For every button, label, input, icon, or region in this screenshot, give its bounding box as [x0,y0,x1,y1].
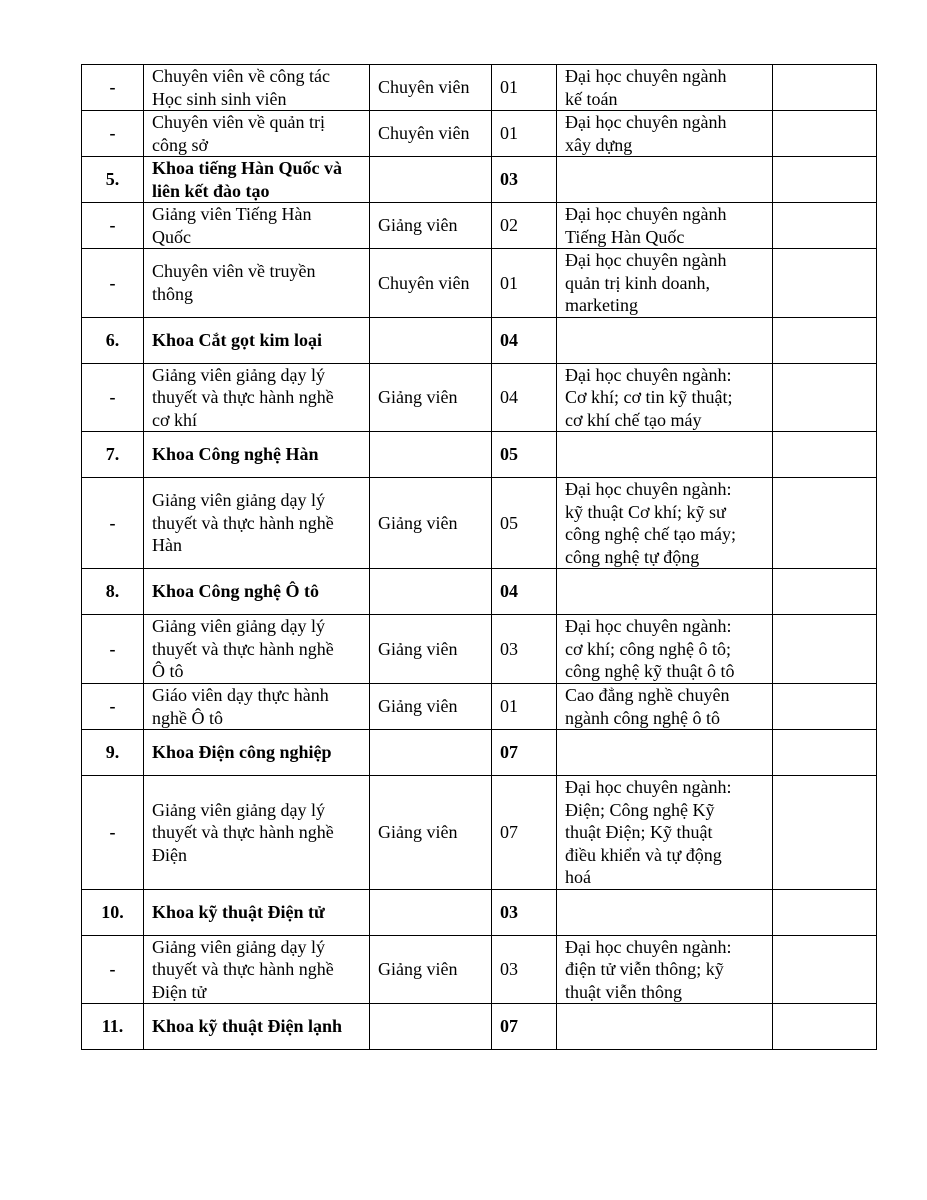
position-title-cell [370,889,492,935]
row-number-cell: 10. [82,889,144,935]
note-cell [773,157,877,203]
row-number-cell: - [82,249,144,318]
note-cell [773,203,877,249]
quantity-cell: 03 [492,615,557,684]
quantity-cell: 01 [492,111,557,157]
section-row [82,432,877,478]
quantity-cell: 02 [492,203,557,249]
position-title-cell: Chuyên viên [370,249,492,318]
unit-or-role-name-cell: Khoa Điện công nghiệp [144,730,370,776]
note-cell [773,478,877,569]
note-cell [773,730,877,776]
quantity-cell: 05 [492,478,557,569]
position-title-cell: Giảng viên [370,363,492,432]
table-row [82,65,877,111]
qualification-requirement-cell: Đại học chuyên ngành: kỹ thuật Cơ khí; kỹ sư công nghệ chế tạo máy; công nghệ tự động [557,478,773,569]
note-cell [773,65,877,111]
quantity-cell: 07 [492,730,557,776]
quantity-cell: 03 [492,157,557,203]
qualification-requirement-cell: Đại học chuyên ngành: điện tử viễn thông; kỹ thuật viễn thông [557,935,773,1004]
unit-or-role-name-cell: Khoa Cắt gọt kim loại [144,317,370,363]
row-number-cell: 11. [82,1004,144,1050]
unit-or-role-name-cell: Khoa Công nghệ Hàn [144,432,370,478]
quantity-cell: 07 [492,776,557,890]
quantity-cell: 01 [492,249,557,318]
position-title-cell: Giảng viên [370,615,492,684]
unit-or-role-name-cell: Giảng viên Tiếng Hàn Quốc [144,203,370,249]
note-cell [773,776,877,890]
quantity-cell: 04 [492,363,557,432]
note-cell [773,317,877,363]
position-title-cell: Giảng viên [370,203,492,249]
section-row [82,730,877,776]
row-number-cell: - [82,203,144,249]
quantity-cell: 03 [492,935,557,1004]
table-row [82,111,877,157]
row-number-cell: 9. [82,730,144,776]
note-cell [773,684,877,730]
table-row [82,935,877,1004]
quantity-cell: 04 [492,317,557,363]
unit-or-role-name-cell: Chuyên viên về truyền thông [144,249,370,318]
note-cell [773,569,877,615]
table-row [82,363,877,432]
qualification-requirement-cell: Đại học chuyên ngành quản trị kinh doanh, marketing [557,249,773,318]
section-row [82,569,877,615]
qualification-requirement-cell [557,317,773,363]
unit-or-role-name-cell: Giảng viên giảng dạy lý thuyết và thực hành nghề Hàn [144,478,370,569]
position-title-cell: Giảng viên [370,684,492,730]
unit-or-role-name-cell: Giảng viên giảng dạy lý thuyết và thực hành nghề Điện tử [144,935,370,1004]
qualification-requirement-cell [557,569,773,615]
position-title-cell: Chuyên viên [370,111,492,157]
table-row [82,776,877,890]
row-number-cell: - [82,684,144,730]
row-number-cell: - [82,615,144,684]
table-body [82,65,877,1050]
position-title-cell [370,730,492,776]
table-row [82,203,877,249]
quantity-cell: 04 [492,569,557,615]
quantity-cell: 01 [492,684,557,730]
row-number-cell: 6. [82,317,144,363]
qualification-requirement-cell [557,157,773,203]
note-cell [773,363,877,432]
note-cell [773,615,877,684]
quantity-cell: 07 [492,1004,557,1050]
qualification-requirement-cell: Đại học chuyên ngành Tiếng Hàn Quốc [557,203,773,249]
recruitment-table [81,64,877,1050]
unit-or-role-name-cell: Giảng viên giảng dạy lý thuyết và thực hành nghề Ô tô [144,615,370,684]
unit-or-role-name-cell: Khoa kỹ thuật Điện tử [144,889,370,935]
unit-or-role-name-cell: Giáo viên dạy thực hành nghề Ô tô [144,684,370,730]
position-title-cell [370,157,492,203]
note-cell [773,432,877,478]
position-title-cell [370,432,492,478]
section-row [82,157,877,203]
quantity-cell: 01 [492,65,557,111]
note-cell [773,889,877,935]
qualification-requirement-cell: Đại học chuyên ngành: cơ khí; công nghệ ô tô; công nghệ kỹ thuật ô tô [557,615,773,684]
note-cell [773,111,877,157]
row-number-cell: - [82,776,144,890]
qualification-requirement-cell: Đại học chuyên ngành xây dựng [557,111,773,157]
table-row [82,249,877,318]
qualification-requirement-cell: Đại học chuyên ngành: Cơ khí; cơ tin kỹ thuật; cơ khí chế tạo máy [557,363,773,432]
qualification-requirement-cell [557,889,773,935]
position-title-cell: Giảng viên [370,478,492,569]
qualification-requirement-cell [557,432,773,478]
position-title-cell [370,569,492,615]
row-number-cell: - [82,65,144,111]
table-row [82,684,877,730]
table-row [82,615,877,684]
unit-or-role-name-cell: Khoa tiếng Hàn Quốc và liên kết đào tạo [144,157,370,203]
unit-or-role-name-cell: Khoa kỹ thuật Điện lạnh [144,1004,370,1050]
note-cell [773,249,877,318]
position-title-cell: Giảng viên [370,935,492,1004]
unit-or-role-name-cell: Chuyên viên về công tác Học sinh sinh viên [144,65,370,111]
qualification-requirement-cell: Đại học chuyên ngành: Điện; Công nghệ Kỹ thuật Điện; Kỹ thuật điều khiển và tự động hoá [557,776,773,890]
unit-or-role-name-cell: Giảng viên giảng dạy lý thuyết và thực hành nghề cơ khí [144,363,370,432]
row-number-cell: - [82,363,144,432]
position-title-cell [370,1004,492,1050]
qualification-requirement-cell [557,1004,773,1050]
row-number-cell: - [82,935,144,1004]
unit-or-role-name-cell: Chuyên viên về quản trị công sở [144,111,370,157]
section-row [82,317,877,363]
row-number-cell: - [82,478,144,569]
table-row [82,478,877,569]
unit-or-role-name-cell: Khoa Công nghệ Ô tô [144,569,370,615]
unit-or-role-name-cell: Giảng viên giảng dạy lý thuyết và thực hành nghề Điện [144,776,370,890]
section-row [82,1004,877,1050]
row-number-cell: - [82,111,144,157]
quantity-cell: 03 [492,889,557,935]
qualification-requirement-cell [557,730,773,776]
qualification-requirement-cell: Cao đẳng nghề chuyên ngành công nghệ ô tô [557,684,773,730]
section-row [82,889,877,935]
quantity-cell: 05 [492,432,557,478]
note-cell [773,1004,877,1050]
position-title-cell [370,317,492,363]
row-number-cell: 5. [82,157,144,203]
qualification-requirement-cell: Đại học chuyên ngành kế toán [557,65,773,111]
note-cell [773,935,877,1004]
row-number-cell: 8. [82,569,144,615]
row-number-cell: 7. [82,432,144,478]
position-title-cell: Giảng viên [370,776,492,890]
position-title-cell: Chuyên viên [370,65,492,111]
